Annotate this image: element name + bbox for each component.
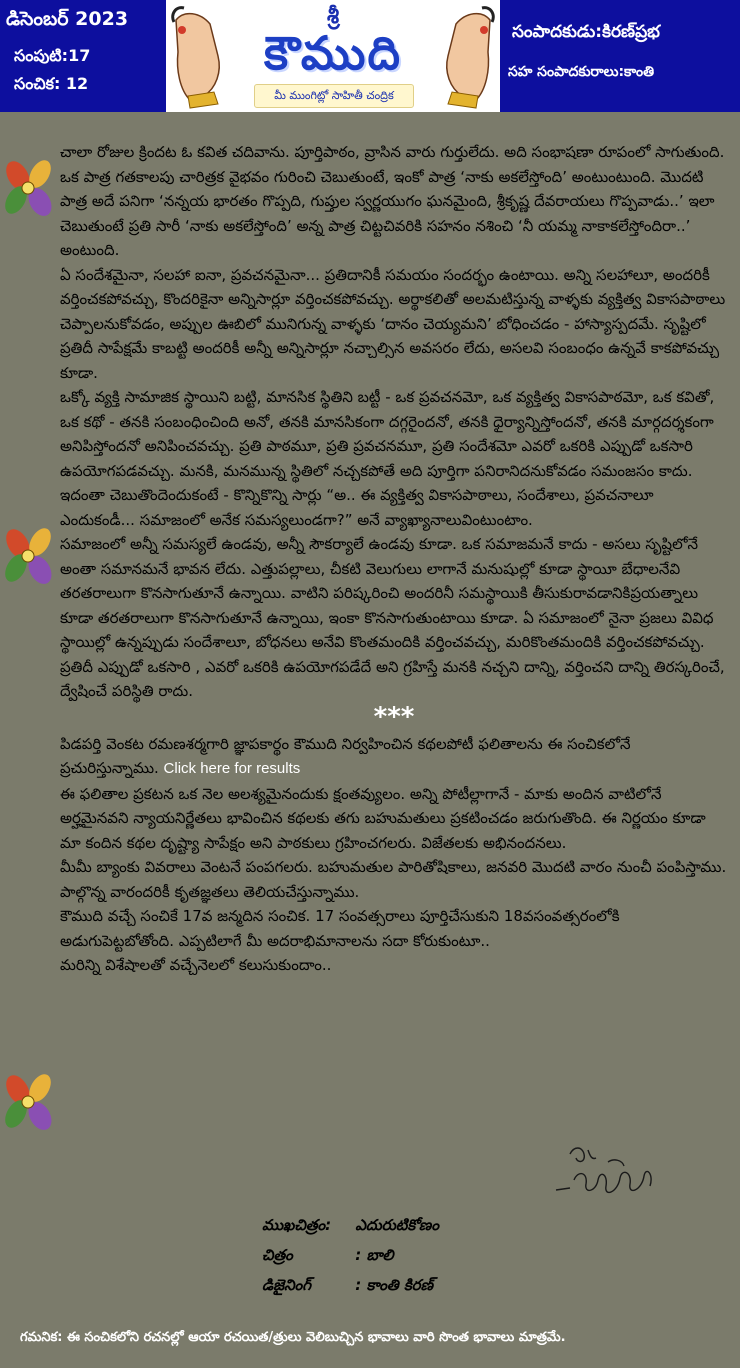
closing-paragraph: మీమీ బ్యాంకు వివరాలు వెంటనే పంపగలరు. బహుమతుల పారితోషికాలు, జనవరి మొదటి వారం నుంచీ పంపిస్తాము. పాల్గొన్న వారందరికీ కృతజ్ఞతలు తెలియచేస్తున్నాము. [60, 858, 727, 901]
header-banner [0, 0, 740, 112]
co-editor-name: సహ సంపాదకురాలు:కాంతి [508, 64, 655, 80]
namaste-hands-right-icon [414, 0, 500, 112]
results-paragraph [60, 732, 728, 782]
closing-paragraph: ఈ ఫలితాల ప్రకటన ఒక నెల అలశ్యమైనందుకు క్షంతవ్యులం. అన్ని పోటీల్లాగానే - మాకు అందిన వాటిలోనే అర్హమైనవని న్యాయనిర్ణేతలు భావించిన కథలకు తగు బహుమతులు ప్రకటించడం జరుగుతొంది. ఈ నిర్ణయం కూడా మా కందిన కథల దృష్ట్యా సాపేక్షం అని పాఠకులు గ్రహించగలరు. విజేతలకు అభినందనలు. [60, 784, 706, 852]
flower-icon [0, 526, 56, 588]
masthead [166, 0, 500, 112]
section-separator: *** [373, 701, 415, 732]
credit-label: డిజైనింగ్ [262, 1276, 311, 1294]
volume-number: సంపుటి:17 [14, 46, 91, 65]
editorial-paragraph: సమాజంలో అన్నీ సమస్యలే ఉండవు, అన్నీ సౌకర్యాలే ఉండవు కూడా. ఒక సమాజమనే కాదు - అసలు సృష్టిలోనే అంతా సమానమనే భావన లేదు. ఎత్తుపల్లాలు, చీకటి వెలుగులు లాగానే మనుషుల్లో కూడా స్థాయీ బేధాలనేవి తరతరాలుగా కొనసాగుతూనే ఉన్నాయి. వాటిని పరిష్కరించి అందరినీ సమస్థాయికి తీసుకురావడానికిప్రయత్నాలు కూడా తరతరాలుగా కొనసాగుతూనే ఉన్నాయి, ఇంకా కొనసాగుతుంటాయి కూడా. ఏ సమాజంలో నైనా ప్రజలు వివిధ స్థాయిల్లో ఉన్నప్పుడు సందేశాలూ, బోధనలు అనేవి కొంతమందికి వర్తించవచ్చు, మరికొంతమందికి వర్తించకపోవచ్చు. ప్రతిదీ ఎప్పుడో ఒకసారి , ఎవరో ఒకరికి ఉపయోగపడేదే అని గ్రహిస్తే మనకి నచ్చని దాన్ని, వర్తించని దాన్ని తిరస్కరించే, ద్వేషించే పరిస్థితి రాదు. [60, 535, 725, 700]
credit-label: ముఖచిత్రం: [262, 1216, 332, 1234]
closing-paragraph: కౌముది వచ్చే సంచికే 17వ జన్మదిన సంచిక. 17 సంవత్సరాలు పూర్తిచేసుకుని 18వసంవత్సరంలోకి అడుగుపెట్టబోతోంది. ఎప్పటిలాగే మీ అదరాభిమానాలను సదా కోరుకుంటూ.. [60, 907, 620, 950]
flower-icon [0, 158, 56, 220]
flower-icon [0, 1072, 56, 1134]
credit-value: : కాంతి కిరణ్ [355, 1276, 433, 1294]
masthead-tagline: మీ ముంగిట్లో సాహితీ చంద్రిక [254, 84, 414, 108]
credit-design [262, 1270, 439, 1300]
credits-block [262, 1210, 439, 1300]
masthead-title: కౌముది [264, 26, 402, 80]
editor-name: సంపాదకుడు:కిరణ్‌ప్రభ [512, 22, 660, 42]
credit-cover [262, 1210, 439, 1240]
results-link[interactable]: Click here for results [163, 760, 301, 777]
editor-signature [548, 1140, 668, 1210]
closing-paragraph: మరిన్ని విశేషాలతో వచ్చేనెలలో కలుసుకుందాం.. [60, 956, 332, 974]
credit-illustration [262, 1240, 439, 1270]
credit-value: ఎదురుటికోణం [355, 1216, 439, 1234]
editorial-content [60, 140, 728, 978]
editorial-paragraph: చాలా రోజుల క్రిందట ఓ కవిత చదివాను. పూర్తిపాఠం, వ్రాసిన వారు గుర్తులేదు. అది సంభాషణా రూపంలో సాగుతుంది. ఒక పాత్ర గతకాలపు చారిత్రక వైభవం గురించి చెబుతుంటే, ఇంకో పాత్ర ‘నాకు అకలేస్తోంది’ అంటుంటుంది. మొదటి పాత్ర అదే పనిగా ‘నన్నయ భారతం గొప్పది, గుప్తుల స్వర్ణయుగం ఘనమైంది, శ్రీకృష్ణ దేవరాయలు గొప్పవాడు..’ ఇలా చెబుతుంటే ప్రతి సారీ ‘నాకు అకలేస్తోంది’ అన్న పాత్ర చిట్టచివరికి సహనం నశించి ‘నీ యమ్మ నాకాకలేస్తోందిరా..’ అంటుంది. [60, 143, 725, 259]
credit-value: : బాలి [355, 1246, 394, 1264]
editorial-paragraph: ఏ సందేశమైనా, సలహా ఐనా, ప్రవచనమైనా... ప్రతిదానికీ సమయం సందర్భం ఉంటాయి. అన్ని సలహాలూ, అందరికీ వర్తించకపోవచ్చు, కొందరికైనా అన్నిసార్లూ వర్తించకపోవచ్చు. అర్థాకలితో అలమటిస్తున్న వాళ్ళకు వ్యక్తిత్వ వికాసపాఠాలు చెప్పాలనుకోవడం, అప్పుల ఊబిలో మునిగున్న వాళ్ళకు ‘దానం చెయ్యమని’ బోధించడం - హాస్యాస్పదమే. సృష్టిలో ప్రతిదీ సాపేక్షమే కాబట్టి అందరికీ అన్నీ అన్నిసార్లూ నచ్చాల్సిన అవసరం లేదు, అసలవి సంబంధం ఉన్నవే కాకపోవచ్చు కూడా. [60, 265, 726, 382]
credit-label: చిత్రం [262, 1246, 293, 1264]
issue-number: సంచిక: 12 [14, 74, 89, 93]
issue-date: డిసెంబర్ 2023 [6, 8, 129, 30]
results-announcement: పిడపర్తి వెంకట రమణశర్మగారి జ్ఞాపకార్థం కౌముది నిర్వహించిన కథలపోటీ ఫలితాలను ఈ సంచికలోనే ప్రచురిస్తున్నాము. [60, 734, 631, 777]
footer-disclaimer: గమనిక: ఈ సంచికలోని రచనల్లో ఆయా రచయిత/త్రులు వెలిబుచ్చిన భావాలు వారి సొంత భావాలు మాత్రమే. [20, 1330, 566, 1345]
editorial-paragraph: ఒక్కో వ్యక్తి సామాజిక స్థాయిని బట్టి, మానసిక స్థితిని బట్టీ - ఒక ప్రవచనమో, ఒక వ్యక్తిత్వ వికాసపాఠమో, ఒక కవితో, ఒక కథో - తనకి సంబంధించింది అనో, తనకి మానసికంగా దగ్గరైందనో, తనకి ధైర్యాన్నిస్తోందనో, తనకి మార్గదర్శకంగా అనిపిస్తోందనో అనిపించవచ్చు. ప్రతి పాఠమూ, ప్రతి ప్రవచనమూ, ప్రతి సందేశమో ఎవరో ఒకరికి ఎప్పుడో ఒకసారి ఉపయోగపడవచ్చు. మనకి, మనమున్న స్థితిలో నచ్చకపోతే అది పూర్తిగా పనిరానిదనుకోవడం సమంజసం కాదు. ఇదంతా చెబుతొందెందుకంటే - కొన్నికొన్ని సార్లు “అ.. ఈ వ్యక్తిత్వ వికాసపాఠాలు, సందేశాలు, ప్రవచనాలూ ఎందుకండీ... సమాజంలో అనేక సమస్యలుండగా?” అనే వ్యాఖ్యానాలువింటుంటాం. [60, 388, 715, 529]
masthead-sri: శ్రీ [326, 4, 340, 29]
